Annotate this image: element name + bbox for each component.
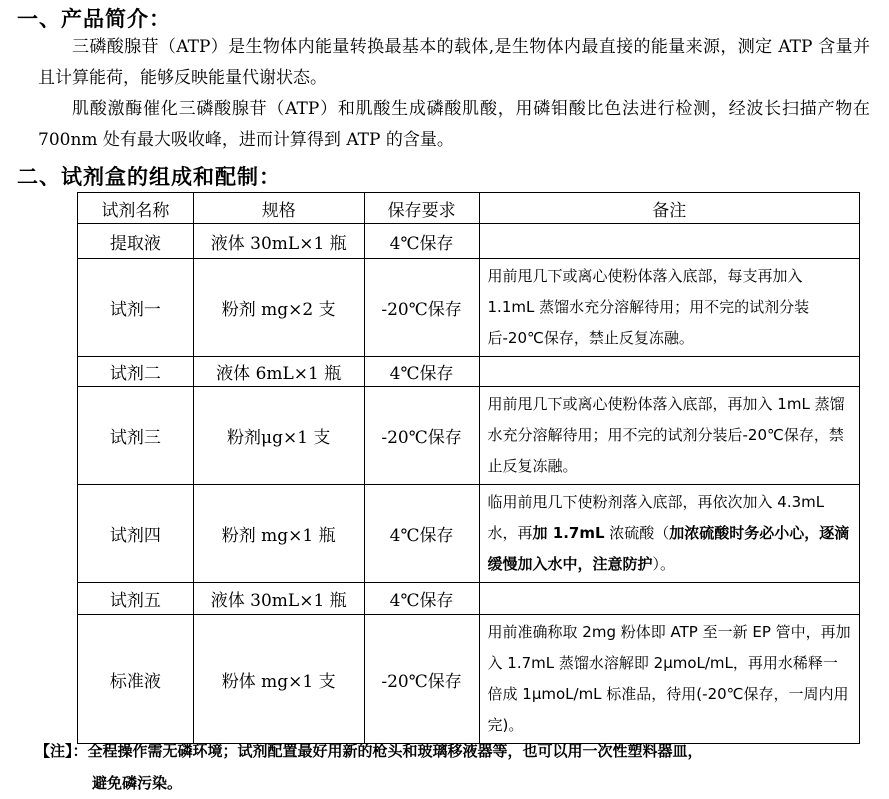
- reagent-name: 试剂四: [78, 485, 194, 583]
- section1-heading: 一、产品简介：: [17, 7, 171, 31]
- table-header-row: [78, 193, 860, 224]
- table-row: [78, 615, 860, 744]
- reagent-spec: 液体 6mL×1 瓶: [193, 357, 364, 387]
- reagent-notes: [479, 224, 859, 259]
- reagent-storage: 4℃保存: [364, 485, 479, 583]
- reagent-name: 标准液: [78, 615, 194, 744]
- reagent-storage: -20℃保存: [364, 615, 479, 744]
- footnote: [35, 735, 865, 799]
- reagent-spec: 粉体 mg×1 支: [193, 615, 364, 744]
- reagent-table: [77, 192, 860, 744]
- intro-paragraph-2: 肌酸激酶催化三磷酸腺苷（ATP）和肌酸生成磷酸肌酸，用磷钼酸比色法进行检测，经波长扫描产物在 700nm 处有最大吸收峰，进而计算得到 ATP 的含量。: [38, 99, 870, 150]
- reagent-spec: 液体 30mL×1 瓶: [193, 583, 364, 615]
- reagent-name: 试剂三: [78, 387, 194, 485]
- table-row: [78, 485, 860, 583]
- reagent-notes: [479, 583, 859, 615]
- header-notes: 备注: [479, 193, 859, 224]
- reagent-notes: [479, 485, 859, 583]
- table-row: [78, 583, 860, 615]
- reagent-spec: 粉剂 mg×1 瓶: [193, 485, 364, 583]
- section1-body: [38, 32, 870, 156]
- table-row: [78, 387, 860, 485]
- section2-heading: 二、试剂盒的组成和配制：: [17, 165, 281, 189]
- reagent-name: 试剂五: [78, 583, 194, 615]
- reagent-notes: [479, 357, 859, 387]
- reagent-name: 试剂二: [78, 357, 194, 387]
- footnote-line-2: 避免磷污染。: [92, 774, 183, 792]
- header-storage: 保存要求: [364, 193, 479, 224]
- table-row: [78, 259, 860, 357]
- intro-paragraph-1: 三磷酸腺苷（ATP）是生物体内能量转换最基本的载体,是生物体内最直接的能量来源，测定 ATP 含量并且计算能荷，能够反映能量代谢状态。: [38, 37, 870, 88]
- footnote-line-1: 【注】：全程操作需无磷环境；试剂配置最好用新的枪头和玻璃移液器等，也可以用一次性塑料器皿，: [35, 742, 703, 760]
- reagent-notes: 用前甩几下或离心使粉体落入底部，再加入 1mL 蒸馏水充分溶解待用；用不完的试剂分装后-20℃保存，禁止反复冻融。: [479, 387, 859, 485]
- reagent-name: 提取液: [78, 224, 194, 259]
- reagent-spec: 粉剂μg×1 支: [193, 387, 364, 485]
- notes-text: 临用前甩几下使粉剂落入底部，再依次加入 4.3mL 水，再: [487, 493, 825, 542]
- reagent-storage: 4℃保存: [364, 583, 479, 615]
- notes-text-end: ）。: [652, 555, 676, 573]
- reagent-storage: 4℃保存: [364, 224, 479, 259]
- safety-warning: 加浓硫酸时务必小心，逐滴缓慢加入水中，注意防护: [487, 524, 850, 573]
- reagent-notes: 用前甩几下或离心使粉体落入底部，每支再加入 1.1mL 蒸馏水充分溶解待用；用不完的试剂分装后-20℃保存，禁止反复冻融。: [479, 259, 859, 357]
- table-row: [78, 224, 860, 259]
- header-name: 试剂名称: [78, 193, 194, 224]
- notes-text-after: 浓硫酸（: [604, 524, 670, 542]
- reagent-storage: 4℃保存: [364, 357, 479, 387]
- reagent-storage: -20℃保存: [364, 259, 479, 357]
- notes-bold-text: 加 1.7mL: [532, 524, 605, 542]
- reagent-spec: 粉剂 mg×2 支: [193, 259, 364, 357]
- table-row: [78, 357, 860, 387]
- reagent-name: 试剂一: [78, 259, 194, 357]
- header-spec: 规格: [193, 193, 364, 224]
- reagent-spec: 液体 30mL×1 瓶: [193, 224, 364, 259]
- reagent-notes: 用前准确称取 2mg 粉体即 ATP 至一新 EP 管中，再加入 1.7mL 蒸馏水溶解即 2μmoL/mL，再用水稀释一倍成 1μmoL/mL 标准品，待用(-20℃保存，一周内用完)。: [479, 615, 859, 744]
- reagent-storage: -20℃保存: [364, 387, 479, 485]
